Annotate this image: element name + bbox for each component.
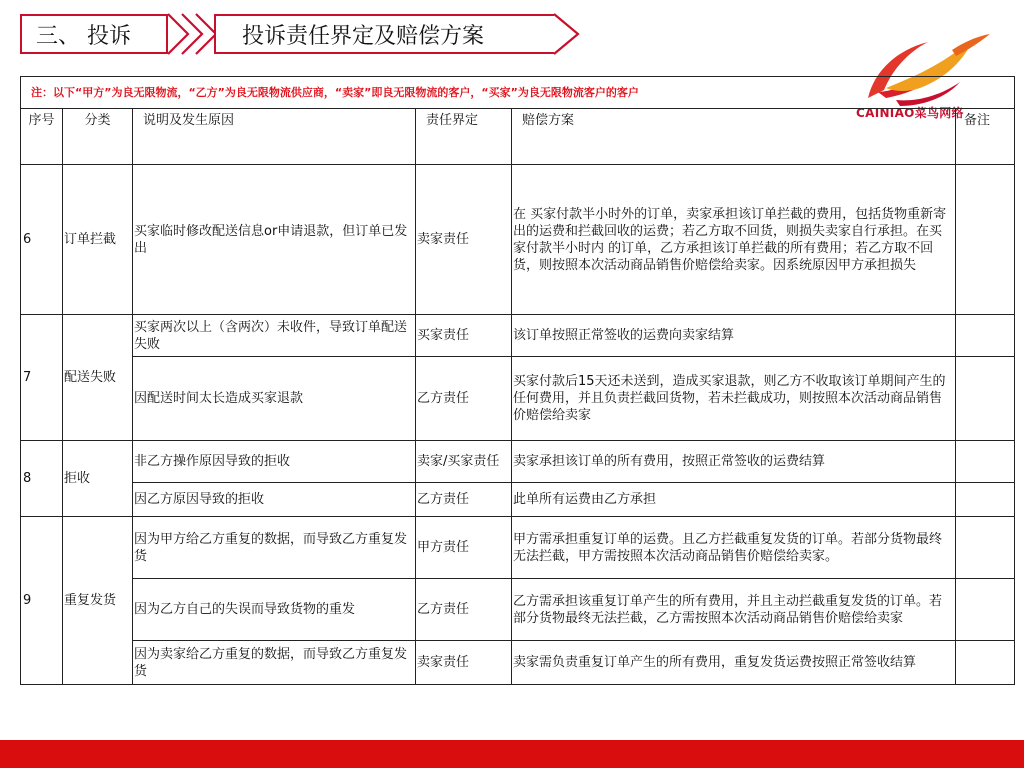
- row-responsibility: 卖家/买家责任: [416, 441, 512, 483]
- row-remark: [956, 315, 1015, 357]
- row-reason: 非乙方操作原因导致的拒收: [133, 441, 416, 483]
- header-responsibility: 责任界定: [416, 109, 512, 165]
- row-compensation: 在 买家付款半小时外的订单，卖家承担该订单拦截的费用，包括货物重新寄出的运费和拦截回收的运费；若乙方取不回货，则损失卖家自行承担。在买家付款半小时内 的订单，乙方承担该订单拦截的所有费用；若乙方取不回货，则按照本次活动商品销售价赔偿给卖家。因系统原因甲方承担损失: [512, 165, 956, 315]
- table-row: [21, 483, 1015, 517]
- row-reason: 因配送时间太长造成买家退款: [133, 357, 416, 441]
- row-compensation: 甲方需承担重复订单的运费。且乙方拦截重复发货的订单。若部分货物最终无法拦截，甲方需按照本次活动商品销售价赔偿给卖家。: [512, 517, 956, 579]
- row-reason: 买家临时修改配送信息or申请退款，但订单已发出: [133, 165, 416, 315]
- header-reason: 说明及发生原因: [133, 109, 416, 165]
- row-category: 配送失败: [63, 315, 133, 441]
- compensation-table: [20, 76, 1015, 685]
- row-responsibility: 乙方责任: [416, 483, 512, 517]
- row-responsibility: 卖家责任: [416, 165, 512, 315]
- table-row: [21, 441, 1015, 483]
- logo-text: CAINIAO菜鸟网络: [856, 106, 964, 120]
- row-idx: 6: [21, 165, 63, 315]
- compensation-table-wrapper: [20, 76, 1014, 685]
- row-reason: 因乙方原因导致的拒收: [133, 483, 416, 517]
- chevron-arrows-icon: [164, 12, 218, 56]
- row-reason: 因为乙方自己的失误而导致货物的重发: [133, 579, 416, 641]
- row-category: 重复发货: [63, 517, 133, 685]
- row-responsibility: 买家责任: [416, 315, 512, 357]
- row-remark: [956, 483, 1015, 517]
- table-row: [21, 641, 1015, 685]
- row-responsibility: 甲方责任: [416, 517, 512, 579]
- row-compensation: 卖家承担该订单的所有费用，按照正常签收的运费结算: [512, 441, 956, 483]
- header-remark: 备注: [956, 109, 1015, 165]
- table-row: [21, 517, 1015, 579]
- row-responsibility: 卖家责任: [416, 641, 512, 685]
- row-remark: [956, 357, 1015, 441]
- table-row: [21, 579, 1015, 641]
- row-compensation: 乙方需承担该重复订单产生的所有费用，并且主动拦截重复发货的订单。若部分货物最终无法拦截，乙方需按照本次活动商品销售价赔偿给卖家: [512, 579, 956, 641]
- row-reason: 因为甲方给乙方重复的数据，而导致乙方重复发货: [133, 517, 416, 579]
- title-arrow-tip-icon: [552, 12, 582, 56]
- row-remark: [956, 441, 1015, 483]
- section-label: 三、 投诉: [20, 14, 168, 54]
- table-row: [21, 357, 1015, 441]
- row-reason: 因为卖家给乙方重复的数据，而导致乙方重复发货: [133, 641, 416, 685]
- row-compensation: 该订单按照正常签收的运费向卖家结算: [512, 315, 956, 357]
- table-row: [21, 315, 1015, 357]
- header-compensation: 赔偿方案: [512, 109, 956, 165]
- row-category: 拒收: [63, 441, 133, 517]
- row-reason: 买家两次以上（含两次）未收件，导致订单配送失败: [133, 315, 416, 357]
- table-header-row: [21, 109, 1015, 165]
- row-remark: [956, 641, 1015, 685]
- header-category: 分类: [63, 109, 133, 165]
- row-remark: [956, 579, 1015, 641]
- row-compensation: 卖家需负责重复订单产生的所有费用，重复发货运费按照正常签收结算: [512, 641, 956, 685]
- row-remark: [956, 517, 1015, 579]
- header-idx: 序号: [21, 109, 63, 165]
- table-row: [21, 165, 1015, 315]
- row-idx: 9: [21, 517, 63, 685]
- row-category: 订单拦截: [63, 165, 133, 315]
- row-compensation: 此单所有运费由乙方承担: [512, 483, 956, 517]
- table-note: 注：以下“甲方”为良无限物流，“乙方”为良无限物流供应商，“卖家”即良无限物流的客户，“买家”为良无限物流客户的客户: [21, 77, 1015, 109]
- row-responsibility: 乙方责任: [416, 357, 512, 441]
- page-title: 投诉责任界定及赔偿方案: [214, 14, 554, 54]
- footer-bar: [0, 740, 1024, 768]
- row-idx: 7: [21, 315, 63, 441]
- row-responsibility: 乙方责任: [416, 579, 512, 641]
- row-compensation: 买家付款后15天还未送到，造成买家退款，则乙方不收取该订单期间产生的任何费用，并且负责拦截回货物，若未拦截成功，则按照本次活动商品销售价赔偿给卖家: [512, 357, 956, 441]
- row-remark: [956, 165, 1015, 315]
- row-idx: 8: [21, 441, 63, 517]
